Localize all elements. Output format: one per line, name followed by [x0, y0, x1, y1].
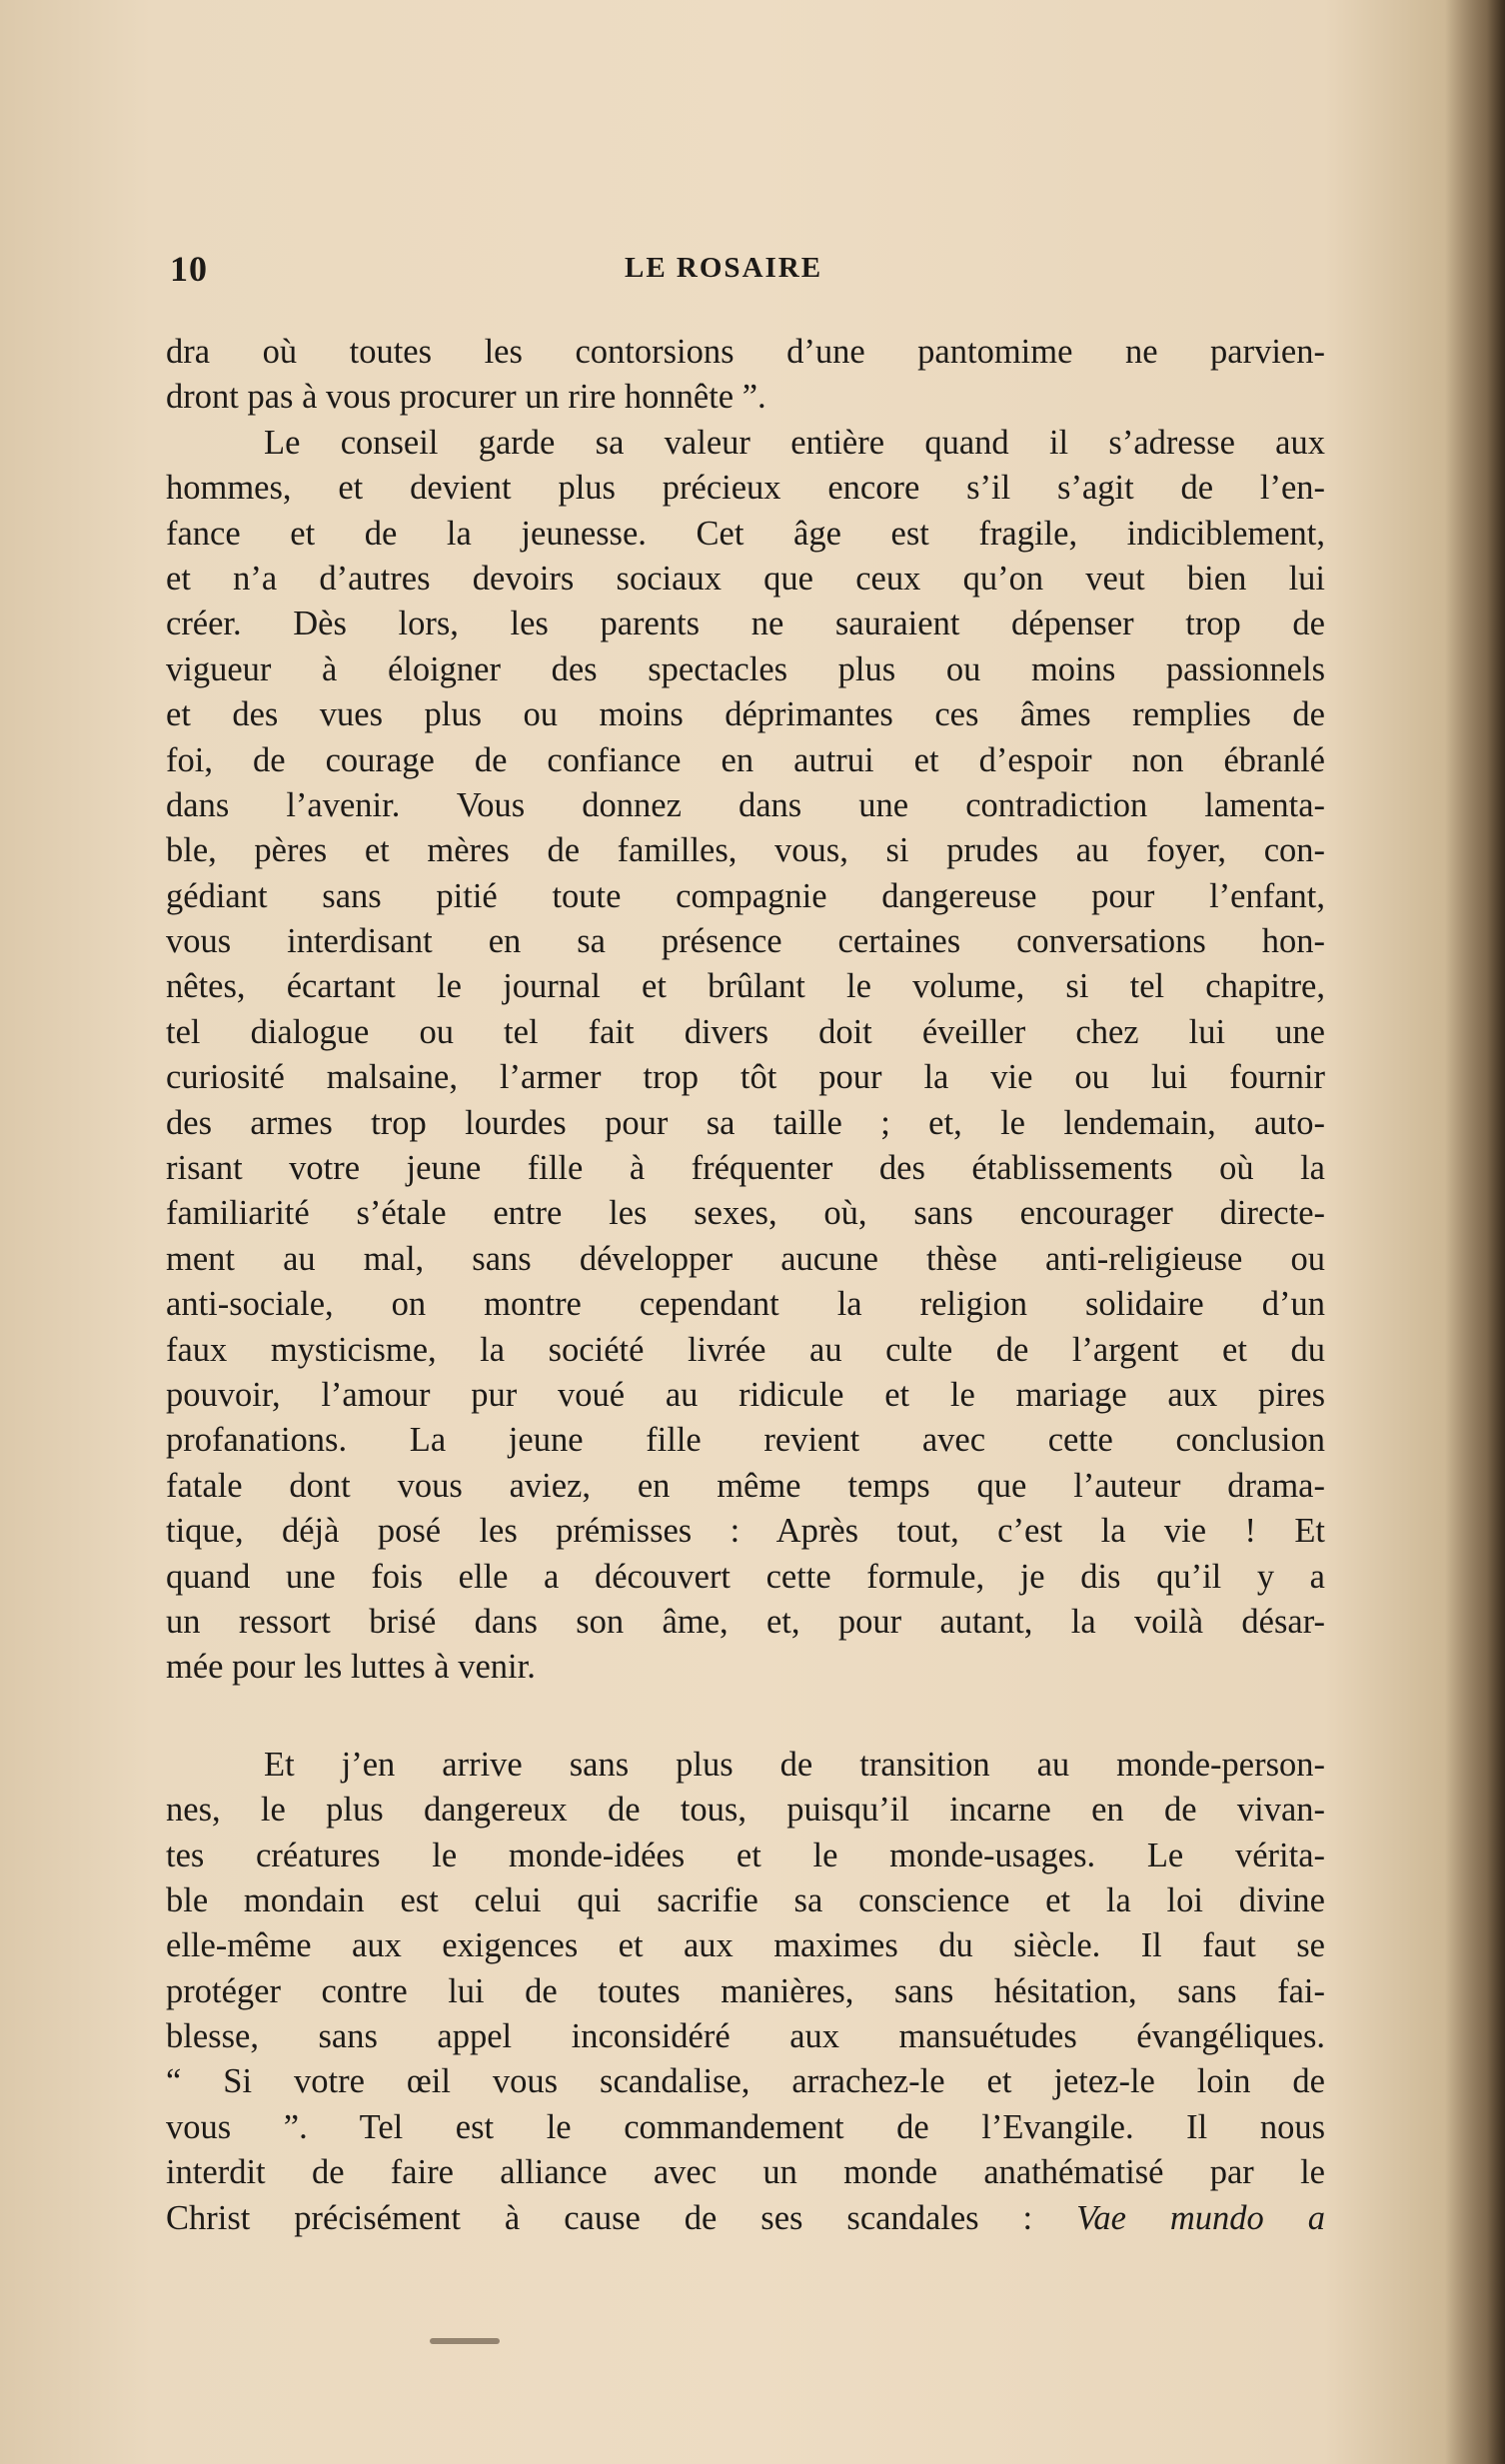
text-line: dra où toutes les contorsions d’une pantomime ne parvien- [166, 333, 1325, 371]
text-line: anti-sociale, on montre cependant la religion solidaire d’un [166, 1285, 1325, 1324]
page-edge-shadow [1445, 0, 1505, 2464]
text-line: et des vues plus ou moins déprimantes ces âmes remplies de [166, 695, 1325, 734]
text-line: profanations. La jeune fille revient avec cette conclusion [166, 1421, 1325, 1460]
text-line: ble mondain est celui qui sacrifie sa conscience et la loi divine [166, 1880, 1325, 1919]
text-line: vigueur à éloigner des spectacles plus ou moins passionnels [166, 649, 1325, 688]
text-line: dront pas à vous procurer un rire honnête ”. [166, 378, 766, 417]
text-line: gédiant sans pitié toute compagnie dangereuse pour l’enfant, [166, 876, 1325, 915]
text-line: des armes trop lourdes pour sa taille ; et, le lendemain, auto- [166, 1103, 1325, 1142]
text-line: tique, déjà posé les prémisses : Après tout, c’est la vie ! Et [166, 1512, 1325, 1551]
final-line-text: Christ précisément à cause de ses scandales : [166, 2198, 1033, 2237]
text-line: protéger contre lui de toutes manières, sans hésitation, sans fai- [166, 1971, 1325, 2010]
text-line: elle-même aux exigences et aux maximes du siècle. Il faut se [166, 1926, 1325, 1965]
text-line: quand une fois elle a découvert cette formule, je dis qu’il y a [166, 1557, 1325, 1596]
text-line: tes créatures le monde-idées et le monde-usages. Le vérita- [166, 1836, 1325, 1874]
text-line: “ Si votre œil vous scandalise, arrachez-le et jetez-le loin de [166, 2062, 1325, 2101]
text-line: interdit de faire alliance avec un monde anathématisé par le [166, 2153, 1325, 2192]
text-line: tel dialogue ou tel fait divers doit éveiller chez lui une [166, 1012, 1325, 1051]
text-line: nes, le plus dangereux de tous, puisqu’il incarne en de vivan- [166, 1791, 1325, 1830]
text-line: blesse, sans appel inconsidéré aux mansuétudes évangéliques. [166, 2017, 1325, 2056]
print-mark [430, 2338, 500, 2344]
text-line: un ressort brisé dans son âme, et, pour autant, la voilà désar- [166, 1602, 1325, 1641]
text-line: Et j’en arrive sans plus de transition au monde-person- [264, 1745, 1325, 1784]
text-line: familiarité s’étale entre les sexes, où, sans encourager directe- [166, 1194, 1325, 1233]
text-line: vous interdisant en sa présence certaines conversations hon- [166, 922, 1325, 961]
text-line: vous ”. Tel est le commandement de l’Evangile. Il nous [166, 2107, 1325, 2146]
text-line: dans l’avenir. Vous donnez dans une contradiction lamenta- [166, 785, 1325, 824]
running-title: LE ROSAIRE [625, 252, 823, 284]
text-line: fatale dont vous aviez, en même temps que l’auteur drama- [166, 1466, 1325, 1505]
text-line: et n’a d’autres devoirs sociaux que ceux qu’on veut bien lui [166, 559, 1325, 598]
text-line: fance et de la jeunesse. Cet âge est fragile, indiciblement, [166, 514, 1325, 553]
text-line: Le conseil garde sa valeur entière quand il s’adresse aux [264, 423, 1325, 462]
latin-phrase: Vae mundo a [1076, 2198, 1325, 2237]
text-line: foi, de courage de confiance en autrui et d’espoir non ébranlé [166, 740, 1325, 779]
paragraph-gap [166, 1691, 1325, 1743]
body-text [166, 330, 1325, 2241]
paragraph [166, 421, 1325, 1691]
text-line: ble, pères et mères de familles, vous, si prudes au foyer, con- [166, 831, 1325, 870]
text-line: faux mysticisme, la société livrée au culte de l’argent et du [166, 1330, 1325, 1369]
text-line: ment au mal, sans développer aucune thèse anti-religieuse ou [166, 1239, 1325, 1278]
text-line: mée pour les luttes à venir. [166, 1648, 536, 1687]
paragraph [166, 1743, 1325, 2241]
text-line-final [166, 2196, 1325, 2241]
text-line: hommes, et devient plus précieux encore s’il s’agit de l’en- [166, 469, 1325, 508]
paragraph [166, 330, 1325, 421]
text-line: nêtes, écartant le journal et brûlant le volume, si tel chapitre, [166, 967, 1325, 1006]
page-header [170, 248, 1329, 288]
text-line: créer. Dès lors, les parents ne sauraient dépenser trop de [166, 605, 1325, 643]
text-line: curiosité malsaine, l’armer trop tôt pour la vie ou lui fournir [166, 1058, 1325, 1097]
text-line: risant votre jeune fille à fréquenter des établissements où la [166, 1149, 1325, 1188]
page-number: 10 [170, 249, 208, 289]
text-line: pouvoir, l’amour pur voué au ridicule et le mariage aux pires [166, 1375, 1325, 1414]
